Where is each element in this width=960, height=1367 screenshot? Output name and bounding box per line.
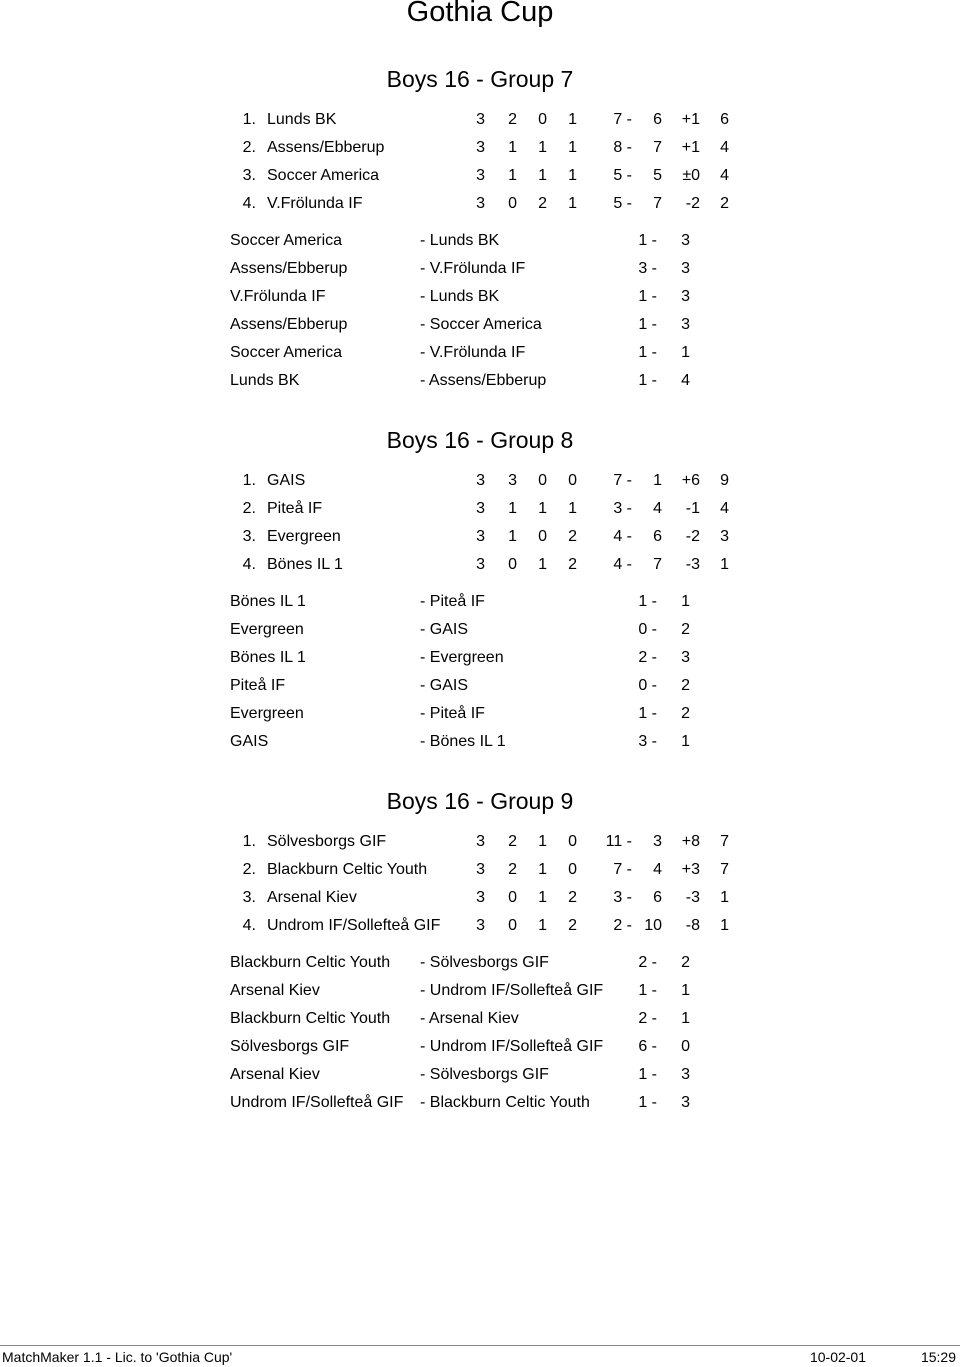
standings-diff: +6 [681, 472, 700, 489]
standings-d: 0 [538, 528, 547, 545]
standings-p: 3 [476, 889, 485, 906]
match-home: Assens/Ebberup [230, 316, 348, 333]
match-row [0, 1036, 960, 1058]
standings-pos: 4. [242, 195, 256, 212]
standings-row [0, 193, 960, 215]
match-hg: 1 - [638, 288, 657, 305]
standings-gf: 2 - [613, 917, 632, 934]
standings-pts: 7 [720, 833, 729, 850]
standings-team: V.Frölunda IF [267, 195, 363, 212]
match-home: GAIS [230, 733, 269, 750]
standings-pos: 4. [242, 556, 256, 573]
standings-p: 3 [476, 556, 485, 573]
match-row [0, 952, 960, 974]
standings-l: 1 [568, 167, 577, 184]
match-ag: 3 [681, 1094, 690, 1111]
match-row [0, 286, 960, 308]
standings-pts: 6 [720, 111, 729, 128]
standings-pts: 3 [720, 528, 729, 545]
standings-pts: 4 [720, 500, 729, 517]
standings-d: 1 [538, 139, 547, 156]
match-ag: 0 [681, 1038, 690, 1055]
standings-w: 2 [508, 833, 517, 850]
standings-gf: 3 - [613, 889, 632, 906]
standings-p: 3 [476, 472, 485, 489]
standings-pts: 2 [720, 195, 729, 212]
standings-ga: 7 [653, 139, 662, 156]
standings-d: 1 [538, 833, 547, 850]
standings-p: 3 [476, 528, 485, 545]
match-home: Arsenal Kiev [230, 1066, 320, 1083]
match-row [0, 619, 960, 641]
group-title: Boys 16 - Group 8 [386, 427, 574, 453]
standings-diff: +8 [681, 833, 700, 850]
standings-diff: ±0 [682, 167, 700, 184]
match-row [0, 1008, 960, 1030]
match-hg: 2 - [638, 954, 657, 971]
standings-l: 1 [568, 111, 577, 128]
match-away: - Lunds BK [420, 288, 500, 305]
standings-gf: 8 - [613, 139, 632, 156]
match-hg: 1 - [638, 232, 657, 249]
standings-w: 0 [508, 556, 517, 573]
standings-diff: -2 [685, 195, 700, 212]
standings-ga: 3 [653, 833, 662, 850]
match-away: - GAIS [420, 621, 469, 638]
standings-diff: +3 [681, 861, 700, 878]
match-hg: 1 - [638, 593, 657, 610]
standings-p: 3 [476, 833, 485, 850]
standings-pos: 4. [242, 917, 256, 934]
match-home: Piteå IF [230, 677, 286, 694]
match-away: - Bönes IL 1 [420, 733, 506, 750]
standings-p: 3 [476, 500, 485, 517]
match-ag: 3 [681, 260, 690, 277]
match-row [0, 1092, 960, 1114]
match-ag: 1 [681, 344, 690, 361]
standings-team: Sölvesborgs GIF [267, 833, 387, 850]
footer-date: 10-02-01 [809, 1349, 866, 1365]
standings-l: 0 [568, 833, 577, 850]
standings-team: Undrom IF/Sollefteå GIF [267, 917, 441, 934]
standings-gf: 7 - [613, 111, 632, 128]
standings-pts: 9 [720, 472, 729, 489]
match-row [0, 731, 960, 753]
standings-ga: 7 [653, 195, 662, 212]
standings-row [0, 137, 960, 159]
page-title: Gothia Cup [406, 0, 554, 28]
match-row [0, 342, 960, 364]
match-away: - Evergreen [420, 649, 504, 666]
standings-d: 1 [538, 167, 547, 184]
standings-w: 0 [508, 917, 517, 934]
match-home: Soccer America [230, 344, 343, 361]
match-ag: 2 [681, 705, 690, 722]
match-hg: 1 - [638, 1094, 657, 1111]
standings-pos: 3. [242, 528, 256, 545]
match-home: Undrom IF/Sollefteå GIF [230, 1094, 404, 1111]
standings-ga: 4 [653, 500, 662, 517]
standings-team: Soccer America [267, 167, 380, 184]
standings-row [0, 887, 960, 909]
standings-row [0, 470, 960, 492]
match-hg: 1 - [638, 372, 657, 389]
standings-team: Evergreen [267, 528, 341, 545]
standings-gf: 3 - [613, 500, 632, 517]
match-hg: 6 - [638, 1038, 657, 1055]
standings-ga: 6 [653, 528, 662, 545]
standings-w: 2 [508, 861, 517, 878]
match-away: - Piteå IF [420, 705, 485, 722]
group-title: Boys 16 - Group 9 [386, 788, 574, 814]
standings-pos: 2. [242, 500, 256, 517]
match-home: Arsenal Kiev [230, 982, 320, 999]
standings-row [0, 109, 960, 131]
match-row [0, 703, 960, 725]
match-hg: 3 - [638, 260, 657, 277]
match-hg: 1 - [638, 316, 657, 333]
standings-l: 2 [568, 528, 577, 545]
standings-d: 1 [538, 889, 547, 906]
standings-team: Bönes IL 1 [267, 556, 343, 573]
footer-license: MatchMaker 1.1 - Lic. to 'Gothia Cup' [2, 1349, 233, 1365]
standings-row [0, 554, 960, 576]
match-ag: 2 [681, 621, 690, 638]
standings-p: 3 [476, 167, 485, 184]
match-ag: 3 [681, 288, 690, 305]
standings-d: 1 [538, 917, 547, 934]
standings-pts: 7 [720, 861, 729, 878]
match-home: Evergreen [230, 705, 304, 722]
match-hg: 2 - [638, 1010, 657, 1027]
standings-w: 0 [508, 889, 517, 906]
standings-w: 1 [508, 500, 517, 517]
standings-gf: 11 - [605, 833, 632, 850]
match-away: - GAIS [420, 677, 469, 694]
standings-diff: -1 [685, 500, 700, 517]
standings-team: GAIS [267, 472, 306, 489]
standings-d: 0 [538, 111, 547, 128]
match-ag: 2 [681, 954, 690, 971]
match-away: - Undrom IF/Sollefteå GIF [420, 1038, 604, 1055]
standings-ga: 7 [653, 556, 662, 573]
standings-pts: 4 [720, 167, 729, 184]
standings-ga: 6 [653, 889, 662, 906]
match-hg: 1 - [638, 982, 657, 999]
match-row [0, 980, 960, 1002]
standings-l: 0 [568, 472, 577, 489]
match-home: Sölvesborgs GIF [230, 1038, 350, 1055]
standings-team: Assens/Ebberup [267, 139, 385, 156]
match-home: Blackburn Celtic Youth [230, 1010, 391, 1027]
standings-row [0, 831, 960, 853]
match-home: Blackburn Celtic Youth [230, 954, 391, 971]
standings-ga: 6 [653, 111, 662, 128]
standings-p: 3 [476, 917, 485, 934]
standings-ga: 5 [653, 167, 662, 184]
standings-row [0, 859, 960, 881]
standings-pts: 4 [720, 139, 729, 156]
footer-divider [0, 1345, 960, 1346]
standings-ga: 4 [653, 861, 662, 878]
standings-gf: 5 - [613, 195, 632, 212]
match-home: V.Frölunda IF [230, 288, 326, 305]
standings-diff: -3 [685, 556, 700, 573]
standings-d: 1 [538, 500, 547, 517]
standings-team: Blackburn Celtic Youth [267, 861, 428, 878]
standings-gf: 4 - [613, 556, 632, 573]
match-home: Bönes IL 1 [230, 649, 306, 666]
standings-pos: 1. [242, 833, 256, 850]
standings-row [0, 498, 960, 520]
standings-d: 2 [538, 195, 547, 212]
standings-pos: 3. [242, 167, 256, 184]
standings-l: 1 [568, 195, 577, 212]
standings-pts: 1 [720, 889, 729, 906]
match-hg: 3 - [638, 733, 657, 750]
standings-p: 3 [476, 139, 485, 156]
standings-l: 2 [568, 889, 577, 906]
standings-diff: -3 [685, 889, 700, 906]
match-row [0, 370, 960, 392]
standings-ga: 10 [644, 917, 662, 934]
match-row [0, 647, 960, 669]
match-row [0, 1064, 960, 1086]
standings-team: Lunds BK [267, 111, 337, 128]
match-ag: 3 [681, 1066, 690, 1083]
match-row [0, 258, 960, 280]
match-row [0, 675, 960, 697]
match-away: - Soccer America [420, 316, 542, 333]
standings-w: 0 [508, 195, 517, 212]
match-hg: 1 - [638, 705, 657, 722]
match-home: Assens/Ebberup [230, 260, 348, 277]
standings-diff: -8 [685, 917, 700, 934]
standings-w: 1 [508, 528, 517, 545]
match-ag: 3 [681, 649, 690, 666]
standings-pos: 1. [242, 111, 256, 128]
match-home: Evergreen [230, 621, 304, 638]
standings-gf: 7 - [613, 472, 632, 489]
match-ag: 3 [681, 232, 690, 249]
group-title: Boys 16 - Group 7 [386, 66, 574, 92]
standings-l: 2 [568, 917, 577, 934]
standings-w: 1 [508, 139, 517, 156]
standings-pos: 3. [242, 889, 256, 906]
match-ag: 1 [681, 733, 690, 750]
match-ag: 1 [681, 1010, 690, 1027]
match-ag: 4 [681, 372, 690, 389]
standings-ga: 1 [653, 472, 662, 489]
match-hg: 1 - [638, 1066, 657, 1083]
match-ag: 1 [681, 982, 690, 999]
standings-w: 2 [508, 111, 517, 128]
match-away: - V.Frölunda IF [420, 260, 526, 277]
match-row [0, 230, 960, 252]
standings-d: 1 [538, 861, 547, 878]
standings-gf: 4 - [613, 528, 632, 545]
match-away: - V.Frölunda IF [420, 344, 526, 361]
standings-row [0, 526, 960, 548]
footer [0, 1347, 960, 1367]
match-away: - Lunds BK [420, 232, 500, 249]
standings-gf: 5 - [613, 167, 632, 184]
match-row [0, 591, 960, 613]
standings-l: 1 [568, 500, 577, 517]
match-ag: 2 [681, 677, 690, 694]
standings-pos: 2. [242, 861, 256, 878]
standings-team: Piteå IF [267, 500, 323, 517]
match-home: Lunds BK [230, 372, 300, 389]
standings-d: 0 [538, 472, 547, 489]
standings-pts: 1 [720, 917, 729, 934]
standings-w: 3 [508, 472, 517, 489]
standings-l: 2 [568, 556, 577, 573]
standings-p: 3 [476, 861, 485, 878]
footer-time: 15:29 [920, 1349, 956, 1365]
standings-w: 1 [508, 167, 517, 184]
match-hg: 2 - [638, 649, 657, 666]
standings-l: 1 [568, 139, 577, 156]
match-away: - Arsenal Kiev [420, 1010, 519, 1027]
standings-l: 0 [568, 861, 577, 878]
standings-diff: +1 [681, 139, 700, 156]
match-home: Bönes IL 1 [230, 593, 306, 610]
match-hg: 0 - [638, 677, 657, 694]
match-away: - Piteå IF [420, 593, 485, 610]
match-away: - Undrom IF/Sollefteå GIF [420, 982, 604, 999]
match-away: - Blackburn Celtic Youth [420, 1094, 590, 1111]
standings-pos: 1. [242, 472, 256, 489]
standings-p: 3 [476, 195, 485, 212]
match-hg: 1 - [638, 344, 657, 361]
standings-row [0, 165, 960, 187]
standings-team: Arsenal Kiev [267, 889, 357, 906]
standings-pts: 1 [720, 556, 729, 573]
standings-pos: 2. [242, 139, 256, 156]
match-hg: 0 - [638, 621, 657, 638]
standings-p: 3 [476, 111, 485, 128]
standings-row [0, 915, 960, 937]
match-ag: 3 [681, 316, 690, 333]
match-away: - Sölvesborgs GIF [420, 954, 549, 971]
match-ag: 1 [681, 593, 690, 610]
match-away: - Assens/Ebberup [420, 372, 547, 389]
match-row [0, 314, 960, 336]
standings-gf: 7 - [613, 861, 632, 878]
standings-diff: -2 [685, 528, 700, 545]
match-home: Soccer America [230, 232, 343, 249]
standings-diff: +1 [681, 111, 700, 128]
standings-d: 1 [538, 556, 547, 573]
match-away: - Sölvesborgs GIF [420, 1066, 549, 1083]
